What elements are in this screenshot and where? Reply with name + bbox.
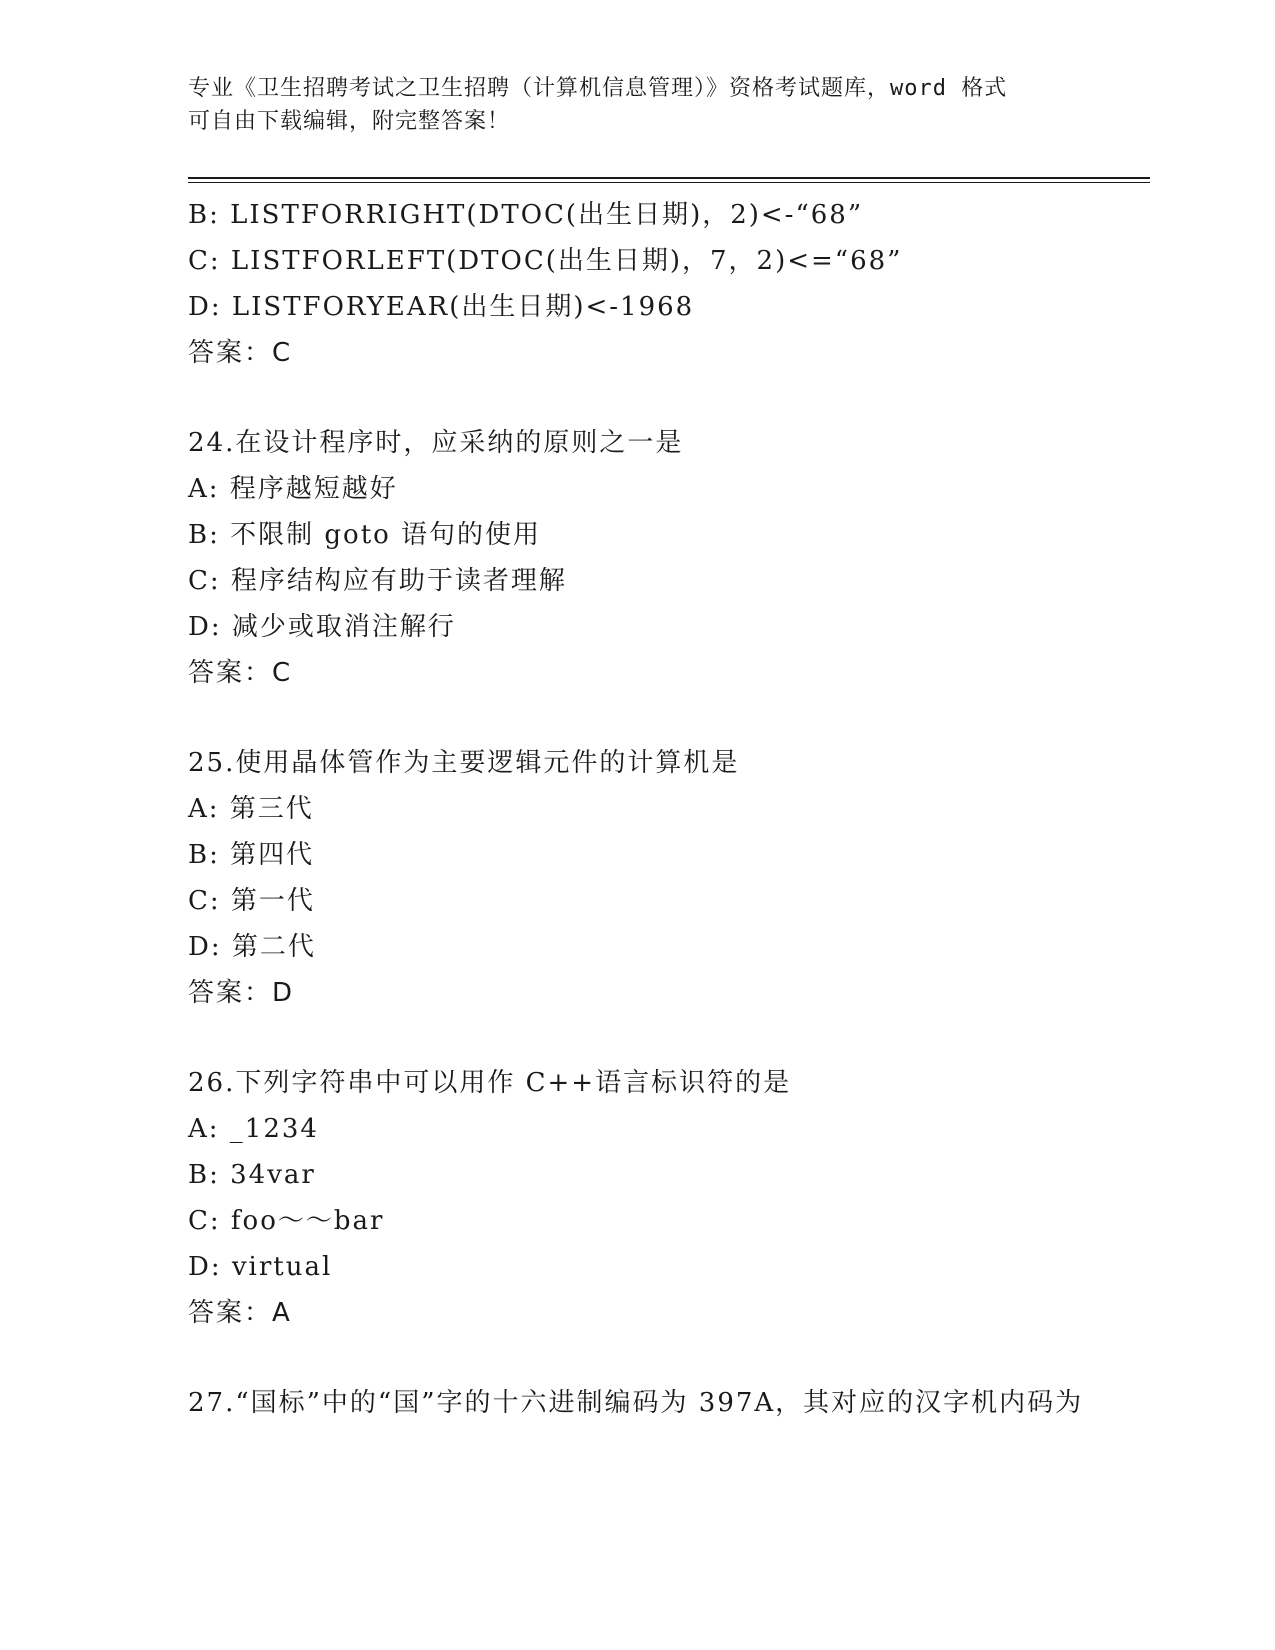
header-divider-thick (188, 177, 1150, 179)
answer-line: 答案：A (188, 1298, 292, 1328)
option-b: B: 不限制 goto 语句的使用 (188, 520, 542, 550)
document-header (188, 72, 1088, 138)
option-d: D: virtual (188, 1252, 333, 1282)
question-stem: 26.下列字符串中可以用作 C++语言标识符的是 (188, 1068, 792, 1098)
option-c: C: LISTFORLEFT(DTOC(出生日期)，7，2)<=“68” (188, 246, 903, 276)
question-block-prev (188, 192, 1128, 376)
option-b: B: LISTFORRIGHT(DTOC(出生日期)，2)<-“68” (188, 200, 864, 230)
option-d: D: 减少或取消注解行 (188, 612, 456, 642)
header-divider-thin (188, 182, 1150, 183)
option-b: B: 34var (188, 1160, 316, 1190)
answer-line: 答案：C (188, 338, 293, 368)
question-block-25 (188, 740, 1128, 1016)
header-line-1: 专业《卫生招聘考试之卫生招聘（计算机信息管理）》资格考试题库，word 格式 (188, 76, 1008, 101)
option-a: A: 第三代 (188, 794, 314, 824)
spacer (188, 1336, 1128, 1380)
question-block-24 (188, 420, 1128, 696)
option-c: C: 程序结构应有助于读者理解 (188, 566, 567, 596)
option-d: D: 第二代 (188, 932, 316, 962)
option-d: D: LISTFORYEAR(出生日期)<-1968 (188, 292, 695, 322)
option-a: A: _1234 (188, 1114, 319, 1144)
option-b: B: 第四代 (188, 840, 315, 870)
question-stem: 24.在设计程序时，应采纳的原则之一是 (188, 428, 684, 458)
spacer (188, 696, 1128, 740)
header-line-2: 可自由下载编辑，附完整答案！ (188, 109, 511, 134)
question-block-27 (188, 1380, 1128, 1426)
spacer (188, 376, 1128, 420)
option-c: C: foo～～bar (188, 1206, 385, 1236)
answer-line: 答案：D (188, 978, 295, 1008)
answer-line: 答案：C (188, 658, 293, 688)
question-stem: 25.使用晶体管作为主要逻辑元件的计算机是 (188, 748, 740, 778)
spacer (188, 1016, 1128, 1060)
option-a: A: 程序越短越好 (188, 474, 398, 504)
option-c: C: 第一代 (188, 886, 315, 916)
question-stem: 27.“国标”中的“国”字的十六进制编码为 397A，其对应的汉字机内码为 (188, 1388, 1084, 1418)
question-list (188, 192, 1128, 1426)
question-block-26 (188, 1060, 1128, 1336)
